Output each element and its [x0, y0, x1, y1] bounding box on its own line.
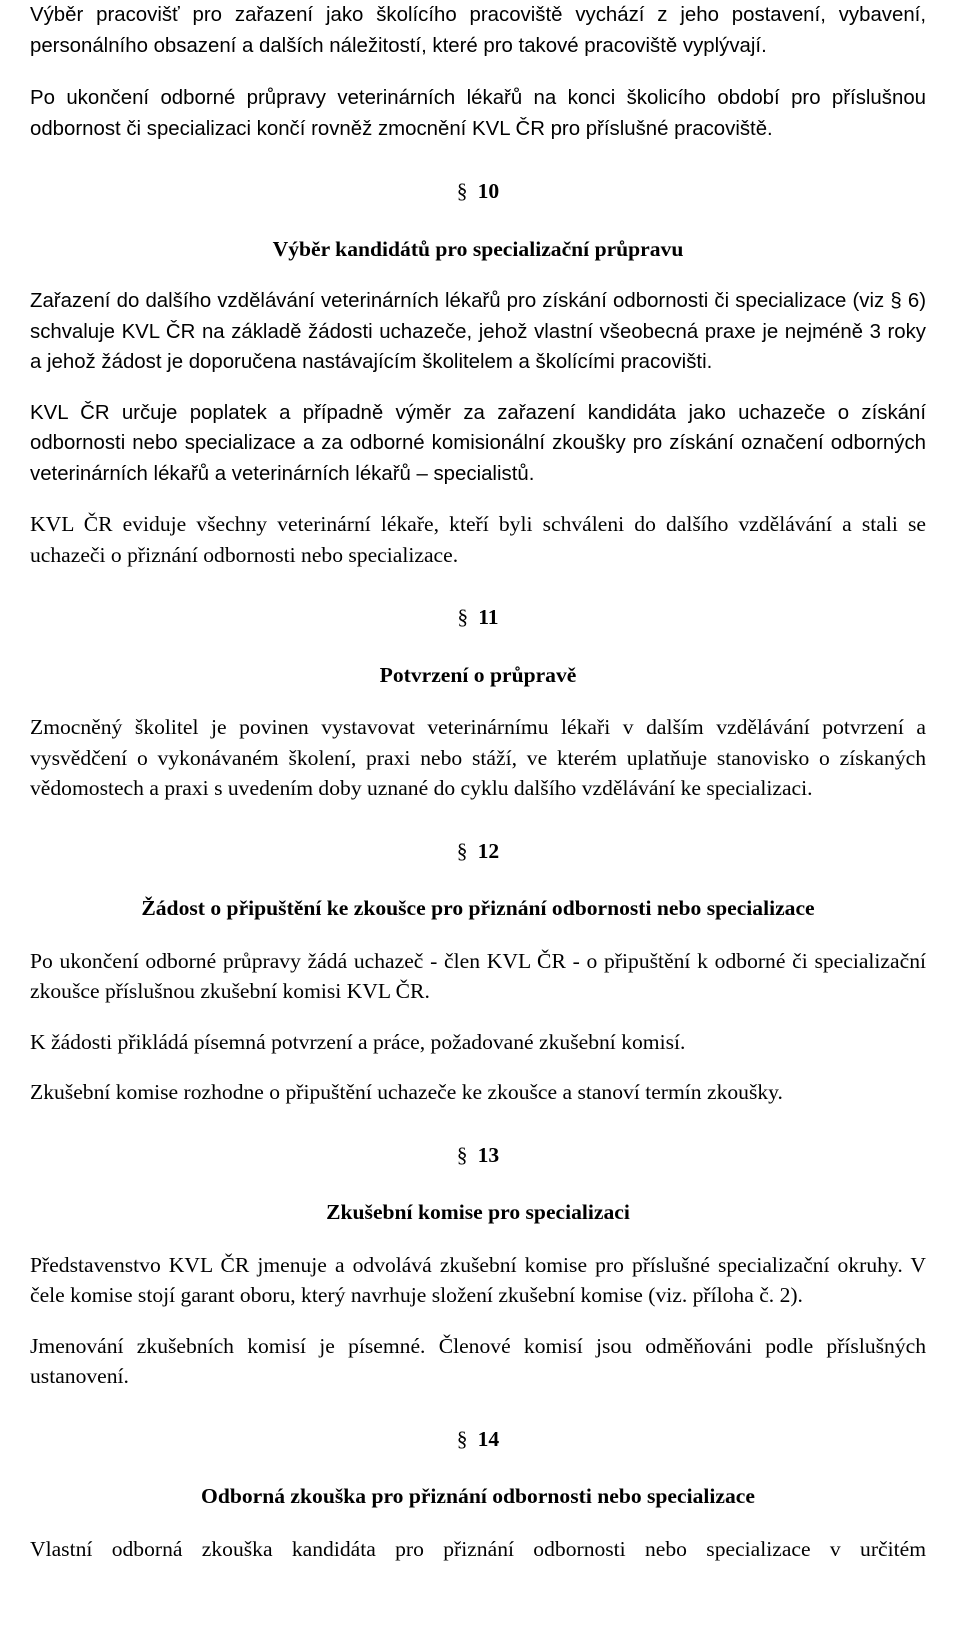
section-number: 11	[478, 605, 499, 629]
section-12-paragraph-2: K žádosti přikládá písemná potvrzení a práce, požadované zkušební komisí.	[30, 1029, 686, 1054]
section-12-paragraph-1: Po ukončení odborné průpravy žádá uchazeč - člen KVL ČR - o připuštění k odborné či specializační zkoušce příslušnou zkušební komisi KVL ČR.	[30, 948, 926, 1003]
section-14-paragraph-1: Vlastní odborná zkouška kandidáta pro přiznání odbornosti nebo specializace v určitém	[30, 1536, 926, 1561]
section-12-heading	[30, 836, 926, 867]
section-10-title: Výběr kandidátů pro specializační průpravu	[272, 236, 684, 261]
paragraph-sign-icon: §	[457, 605, 469, 629]
section-13-heading	[30, 1140, 926, 1171]
section-14-title: Odborná zkouška pro přiznání odbornosti nebo specializace	[201, 1484, 755, 1508]
section-10-paragraph-3: KVL ČR eviduje všechny veterinární lékaře, kteří byli schváleni do dalšího vzdělávání a stali se uchazeči o přiznání odbornosti nebo specializace.	[30, 512, 926, 567]
paragraph-sign-icon: §	[456, 1142, 468, 1167]
intro-paragraph-2: Po ukončení odborné průpravy veterinárních lékařů na konci školicího období pro příslušnou odbornost či specializaci končí rovněž zmocnění KVL ČR pro příslušné pracoviště.	[30, 87, 926, 140]
section-11-heading	[30, 602, 926, 633]
section-12-title: Žádost o připuštění ke zkoušce pro přiznání odbornosti nebo specializace	[141, 896, 815, 920]
section-number: 14	[477, 1426, 500, 1451]
section-10-paragraph-2: KVL ČR určuje poplatek a případně výměr za zařazení kandidáta jako uchazeče o získání odbornosti nebo specializace a za odborné komisionální zkoušky pro získání označení odborných veterinárních lékařů a veterinárních lékařů – specialistů.	[30, 401, 926, 485]
paragraph-sign-icon: §	[456, 179, 468, 203]
section-10-paragraph-1: Zařazení do dalšího vzdělávání veterinárních lékařů pro získání odbornosti či specializace (viz § 6) schvaluje KVL ČR na základě žádosti uchazeče, jehož vlastní všeobecná praxe je nejméně 3 roky a jehož žádost je doporučena nastávajícím školitelem a školícími pracovišti.	[30, 290, 926, 373]
section-13-title: Zkušební komise pro specializaci	[326, 1200, 630, 1224]
paragraph-sign-icon: §	[456, 1426, 468, 1451]
paragraph-sign-icon: §	[456, 838, 468, 863]
section-11-title: Potvrzení o průpravě	[379, 662, 577, 687]
section-number: 13	[477, 1142, 500, 1167]
intro-paragraph-1: Výběr pracovišť pro zařazení jako školícího pracoviště vychází z jeho postavení, vybavení, personálního obsazení a dalších náležitostí, které pro takové pracoviště vyplývají.	[30, 4, 926, 57]
section-10-heading	[30, 176, 926, 207]
section-14-heading	[30, 1424, 926, 1455]
section-number: 12	[477, 838, 500, 863]
section-11-paragraph-1: Zmocněný školitel je povinen vystavovat veterinárnímu lékaři v dalším vzdělávání potvrzení a vysvědčení o vykonávaném školení, praxi nebo stáží, ve kterém uplatňuje stanovisko o získaných vědomostech a praxi s uvedením doby uznané do cyklu dalšího vzdělávání ke specializaci.	[30, 715, 926, 800]
section-number: 10	[477, 179, 500, 203]
section-13-paragraph-1: Představenstvo KVL ČR jmenuje a odvolává zkušební komise pro příslušné specializační okruhy. V čele komise stojí garant oboru, který navrhuje složení zkušební komise (viz. příloha č. 2).	[30, 1252, 926, 1307]
section-12-paragraph-3: Zkušební komise rozhodne o připuštění uchazeče ke zkoušce a stanoví termín zkoušky.	[30, 1080, 783, 1104]
section-13-paragraph-2: Jmenování zkušebních komisí je písemné. Členové komisí jsou odměňováni podle příslušných ustanovení.	[30, 1333, 926, 1388]
